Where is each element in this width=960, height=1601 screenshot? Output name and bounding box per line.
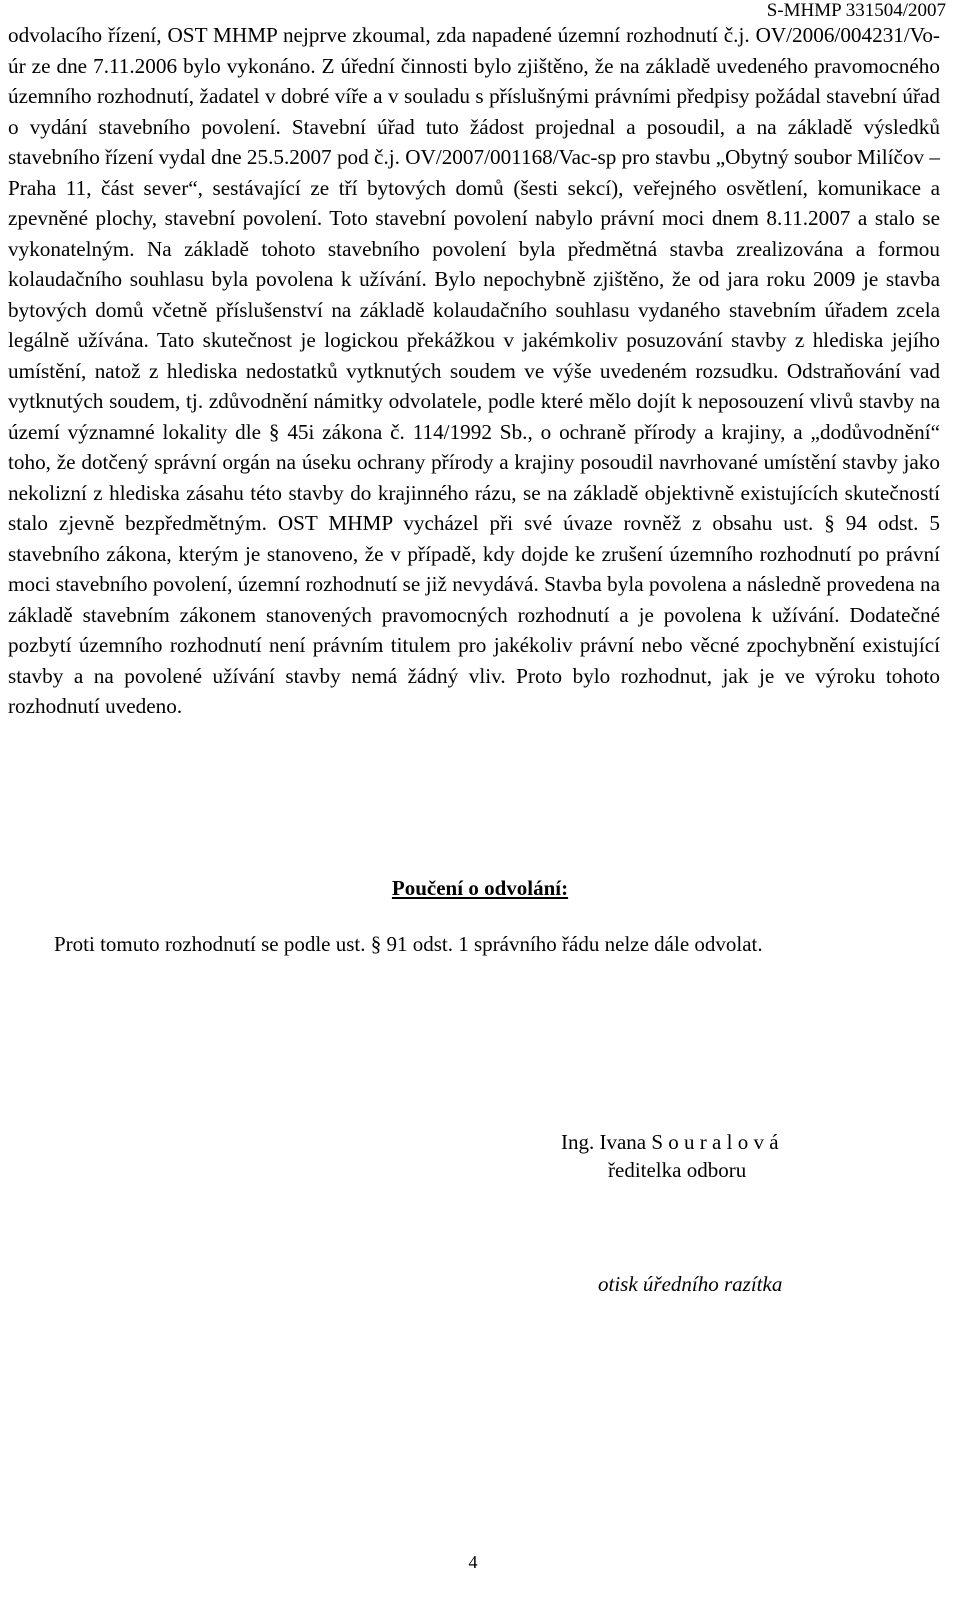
- signatory-title: ředitelka odboru: [608, 1158, 747, 1182]
- appeal-heading: Poučení o odvolání:: [391, 876, 569, 900]
- page-number: 4: [468, 1552, 478, 1572]
- official-stamp-placeholder: otisk úředního razítka: [598, 1272, 783, 1296]
- reasoning-paragraph: odvolacího řízení, OST MHMP nejprve zkoumal, zda napadené územní rozhodnutí č.j. OV/2006/004231/Vo-úr ze dne 7.11.2006 bylo vykonáno. Z úřední činnosti bylo zjištěno, že na základě uvedeného pravomocného územního rozhodnutí, žadatel v dobré víře a v souladu s příslušnými právními předpisy požádal stavební úřad o vydání stavebního povolení. Stavební úřad tuto žádost projednal a posoudil, a na základě výsledků stavebního řízení vydal dne 25.5.2007 pod č.j. OV/2007/001168/Vac-sp pro stavbu „Obytný soubor Milíčov – Praha 11, část sever“, sestávající ze tří bytových domů (šesti sekcí), veřejného osvětlení, komunikace a zpevněné plochy, stavební povolení. Toto stavební povolení nabylo právní moci dnem 8.11.2007 a stalo se vykonatelným. Na základě tohoto stavebního povolení byla předmětná stavba zrealizována a formou kolaudačního souhlasu byla povolena k užívání. Bylo nepochybně zjištěno, že od jara roku 2009 je stavba bytových domů včetně příslušenství na základě kolaudačního souhlasu vydaného stavebním úřadem zcela legálně užívána. Tato skutečnost je logickou překážkou v jakémkoliv posuzování stavby z hlediska jejího umístění, natož z hlediska nedostatků vytknutých soudem ve výše uvedeném rozsudku. Odstraňování vad vytknutých soudem, tj. zdůvodnění námitky odvolatele, podle které mělo dojít k neposouzení vlivů stavby na území významné lokality dle § 45i zákona č. 114/1992 Sb., o ochraně přírody a krajiny, a „dodůvodnění“ toho, že dotčený správní orgán na úseku ochrany přírody a krajiny posoudil navrhované umístění stavby jako nekolizní z hlediska zásahu této stavby do krajinného rázu, se na základě objektivně existujících skutečností stalo zjevně bezpředmětným. OST MHMP vycházel při své úvaze rovněž z obsahu ust. § 94 odst. 5 stavebního zákona, kterým je stanoveno, že v případě, kdy dojde ke zrušení územního rozhodnutí po právní moci stavebního povolení, územní rozhodnutí se již nevydává. Stavba byla povolena a následně provedena na základě stavebním zákonem stanovených pravomocných rozhodnutí a je povolena k užívání. Dodatečné pozbytí územního rozhodnutí není právním titulem pro jakékoliv právní nebo věcné zpochybnění existující stavby a na povolené užívání stavby nemá žádný vliv. Proto bylo rozhodnut, jak je ve výroku tohoto rozhodnutí uvedeno.: [8, 23, 940, 718]
- document-reference: S-MHMP 331504/2007: [766, 0, 946, 21]
- appeal-instruction: Proti tomuto rozhodnutí se podle ust. § 91 odst. 1 správního řádu nelze dále odvolat.: [54, 932, 763, 956]
- signatory-name: Ing. Ivana S o u r a l o v á: [561, 1130, 779, 1154]
